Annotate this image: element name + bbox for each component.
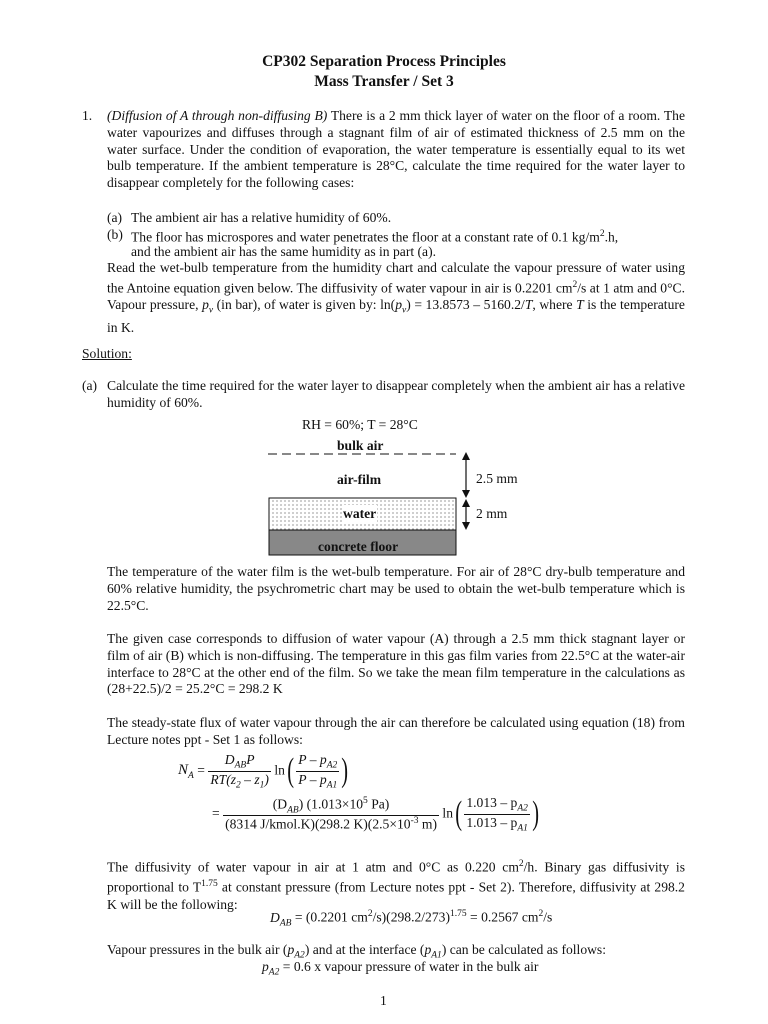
paragraph-flux: The steady-state flux of water vapour through the air can therefore be calculated using equation (18) from Lecture notes ppt - Set 1 as follows:: [107, 715, 685, 747]
document-title: CP302 Separation Process Principles: [262, 53, 506, 70]
air-film-label: air-film: [337, 472, 382, 487]
water-thickness-label: 2 mm: [476, 506, 508, 521]
solution-a-text: Calculate the time required for the water layer to disappear completely when the ambient air has a relative humidity of 60%.: [107, 378, 685, 410]
case-a-label: (a): [107, 210, 123, 225]
film-thickness-label: 2.5 mm: [476, 471, 518, 486]
document-subtitle: Mass Transfer / Set 3: [314, 73, 454, 90]
case-b-text: The floor has microspores and water penetrates the floor at a constant rate of 0.1 $kg/m^2.h$,: [131, 229, 619, 245]
diffusivity-equation: $D_{AB} = (0.2201$ $cm^2/s)(298.2/273)^{1.75} = 0.2567$ $cm^2/s$: [270, 909, 553, 929]
case-b-label: (b): [107, 227, 123, 242]
paragraph-wet-bulb: The temperature of the water film is the wet-bulb temperature. For air of 28°C dry-bulb temperature and 60% relative humidity, the psychrometric chart may be used to obtain the wet-bulb temperature which is 22.5°C.: [107, 564, 685, 613]
instructions-text: Read the wet-bulb temperature from the humidity chart and calculate the vapour pressure of water using the Antoine equation given below. The diffusivity of water vapour in air is 0.2201 $cm^2/s$ at 1 atm and 0°C. Vapour pressure, $p_v$ (in bar), of water is given by: $\ln(p_v) = 13.8573 - 5160.2/T$, where T is the temperature in K.: [107, 260, 685, 335]
page-number: 1: [380, 993, 387, 1008]
case-b-text-2: and the ambient air has the same humidity as in part (a).: [131, 244, 437, 259]
paragraph-vapour-pressures: Vapour pressures in the bulk air $(p_{A2})$ and at the interface $(p_{A1})$ can be calculated as follows:: [107, 942, 606, 961]
pa2-equation: $p_{A2} = 0.6$ x vapour pressure of water in the bulk air: [262, 959, 539, 978]
bulk-air-label: bulk air: [337, 438, 384, 453]
concrete-floor-label: concrete floor: [318, 539, 399, 554]
flux-equation: $N_A$ = $\frac{D_{AB}P}{RT(z_2 - z_1)}$ ln( $\frac{P - p_{A2}}{P - p_{A1}}$ ): [178, 752, 349, 791]
question-number: 1.: [82, 108, 93, 123]
paragraph-film-temperature: The given case corresponds to diffusion of water vapour (A) through a 2.5 mm thick stagnant layer or film of air (B) which is non-diffusing. The temperature in this gas film varies from 22.5°C at the water-air interface to 28°C at the other end of the film. So we take the mean film temperature in the calculations as (28+22.5)/2 = 25.2°C = 298.2 K: [107, 631, 685, 697]
diagram-conditions: RH = 60%; T = 28°C: [302, 417, 418, 432]
water-label: water: [343, 506, 377, 521]
solution-a-label: (a): [82, 378, 98, 393]
question-heading: (Diffusion of A through non-diffusing B): [107, 108, 328, 123]
paragraph-diffusivity: The diffusivity of water vapour in air at 1 atm and 0°C as 0.220 $cm^2/h$. Binary gas diffusivity is proportional to $T^{1.75}$ at constant pressure (from Lecture notes ppt - Set 2). Therefore, diffusivity at 298.2 K will be the following:: [107, 859, 685, 912]
case-a-text: The ambient air has a relative humidity of 60%.: [131, 210, 392, 225]
flux-equation-substituted: = $\frac{(D_{AB}) (1.013\times 10^5 Pa)}{(8314 J/kmol.K)(298.2 K)(2.5\times 10^{-3} m)}$ ln( $\frac{1.013 - p_{A2}}{1.013 - p_{A1}}$ ): [212, 795, 539, 834]
solution-heading: Solution:: [82, 346, 132, 361]
question-body: There is a 2 mm thick layer of water on the floor of a room. The water vapourizes and diffuses through a stagnant film of air of estimated thickness of 2.5 mm on the water surface. Under the condition of evaporation, the water temperature is essentially equal to its wet bulb temperature. If the ambient temperature is 28°C, calculate the time required for the water layer to disappear completely for the following cases:: [107, 108, 685, 191]
